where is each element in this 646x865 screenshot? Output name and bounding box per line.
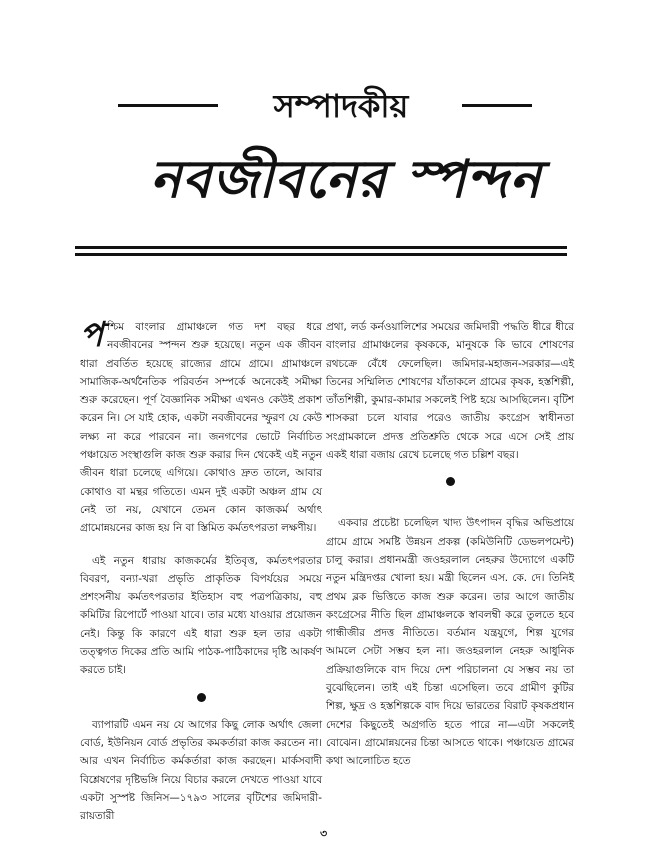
header-decor-line-right xyxy=(462,104,532,107)
left-paragraph-1-text: শ্চিম বাংলার গ্রামাঞ্চলে গত দশ বছর ধরে নবজীবনের স্পন্দন শুরু হয়েছে। নতুন এক জীবন ধারা প্রবর্তিত হয়েছে রাজ্যের গ্রামে গ্রামে। গ্রামাঞ্চলে সামাজিক-অর্থনৈতিক পরিবর্তন সম্পর্কে অনেকেই সমীক্ষা শুরু করেছেন। পূর্ণ বৈজ্ঞানিক সমীক্ষা এখনও কেউই প্রকাশ করেন নি। সে যাই হোক, একটা নবজীবনের স্ফুরণ যে কেউ লক্ষ্য না করে পারবেন না। জনগণের ভোটে নির্বাচিত পঞ্চায়েত সংস্থাগুলি কাজ শুরু করার দিন থেকেই এই নতুন জীবন ধারা চলেছে এগিয়ে। কোথাও দ্রুত তালে, আবার কোথাও বা মন্থর গতিতে। এমন দুই একটা অঞ্চল গ্রাম যে নেই তা নয়, যেখানে তেমন কোন কাজকর্ম অর্থাৎ গ্রামোন্নয়নের কাজ হয় নি বা স্তিমিত কর্মতৎপরতা লক্ষণীয়। xyxy=(80,321,322,535)
article-title: নবজীবনের স্পন্দন xyxy=(150,150,542,210)
left-paragraph-3: ব্যাপারটি এমন নয় যে আগের কিছু লোক অর্থাৎ জেলা বোর্ড, ইউনিয়ন বোর্ড প্রভৃতির কমকর্তারা কাজ করতেন না। আর এখন নির্বাচিত কর্মকর্তারা কাজ করছেন। মার্কসবাদী বিশ্লেষণের দৃষ্টিভঙ্গি নিয়ে বিচার করলে দেখতে পাওয়া যাবে একটা সুস্পষ্ট জিনিস—১৭৯৩ সালের বৃটিশের জমিদারী-রায়তারী xyxy=(80,718,322,823)
section-title: সম্পাদকীয় xyxy=(273,87,409,125)
title-rule-bottom xyxy=(75,253,567,256)
section-separator-bullet-left xyxy=(80,688,322,706)
page-number: ৩ xyxy=(320,827,328,840)
section-separator-bullet-right xyxy=(326,472,574,490)
title-rule-top xyxy=(75,246,567,249)
drop-cap: প xyxy=(80,315,104,355)
right-paragraph-2: একবার প্রচেষ্টা চলেছিল খাদ্য উৎপাদন বৃদ্ধির অভিপ্রায়ে গ্রামে গ্রামে সমষ্টি উন্নয়ন প্রকল্প (কমিউনিটি ডেভলপমেন্ট) চালু করার। প্রধানমন্ত্রী জওহরলাল নেহরুর উদ্যোগে একটি নতুন মন্ত্রিদপ্তর খোলা হয়। মন্ত্রী ছিলেন এস. কে. দে। তিনিই প্রথম ব্লক ভিত্তিতে কাজ শুরু করেন। তার আগে জাতীয় কংগ্রেসের নীতি ছিল গ্রামাঞ্চলকে স্বাবলম্বী করে তুলতে হবে গান্ধীজীর প্রদত্ত নীতিতে। বর্তমান যন্ত্রযুগে, শিল্প যুগের আমলে সেটা সম্ভব হল না। জওহরলাল নেহরু আধুনিক প্রক্রিয়াগুলিকে বাদ দিয়ে দেশ পরিচালনা যে সম্ভব নয় তা বুঝেছিলেন। তাই এই চিন্তা এসেছিল। তবে গ্রামীণ কুটির শিল্প, ক্ষুদ্র ও হস্তশিল্পকে বাদ দিয়ে ভারতের বিরাট কৃষকপ্রধান দেশের কিছুতেই অগ্রগতি হতে পারে না—এটা সকলেই বোঝেন। গ্রামোন্নয়নের চিন্তা আসতে থাকে। পঞ্চায়েত গ্রামের কথা আলোচিত হতে xyxy=(326,517,574,768)
left-column xyxy=(80,315,322,825)
right-paragraph-1: প্রথা, লর্ড কর্নওয়ালিশের সময়ের জমিদারী পদ্ধতি ধীরে ধীরে বাংলার গ্রামাঞ্চলের কৃষককে, মানুষকে কি ভাবে শোষণের রথচক্রে বেঁধে ফেলেছিল। জমিদার-মহাজন-সরকার—এই তিনের সম্মিলিত শোষণের যাঁতাকলে গ্রামের কৃষক, হস্তশিল্পী, তাঁতশিল্পী, কুমার-কামার সকলেই পিষ্ট হয়ে আসছিলেন। বৃটিশ শাসকরা চলে যাবার পরেও জাতীয় কংগ্রেস স্বাধীনতা সংগ্রামকালে প্রদত্ত প্রতিশ্রুতি থেকে সরে এসে সেই প্রায় একই ধারা বজায় রেখে চলেছে গত চল্লিশ বছর। xyxy=(326,321,574,462)
header-decor-line-left xyxy=(118,104,218,107)
right-column xyxy=(326,318,574,771)
left-paragraph-2: এই নতুন ধারায় কাজকর্মের ইতিবৃত্ত, কর্মতৎপরতার বিবরণ, বন্যা-খরা প্রভৃতি প্রাকৃতিক বিপর্যয়ের সময়ে প্রশংসনীয় কর্মতৎপরতার ইতিহাস বহু পত্রপত্রিকায়, বহু কমিটির রিপোর্টে পাওয়া যাবে। তার মধ্যে যাওয়ার প্রয়োজন নেই। কিন্তু কি কারণে এই ধারা শুরু হল তার একটা তত্ত্বগত দিকের প্রতি আমি পাঠক-পাঠিকাদের দৃষ্টি আকর্ষণ করতে চাই। xyxy=(80,554,322,677)
left-paragraph-1 xyxy=(80,315,322,538)
